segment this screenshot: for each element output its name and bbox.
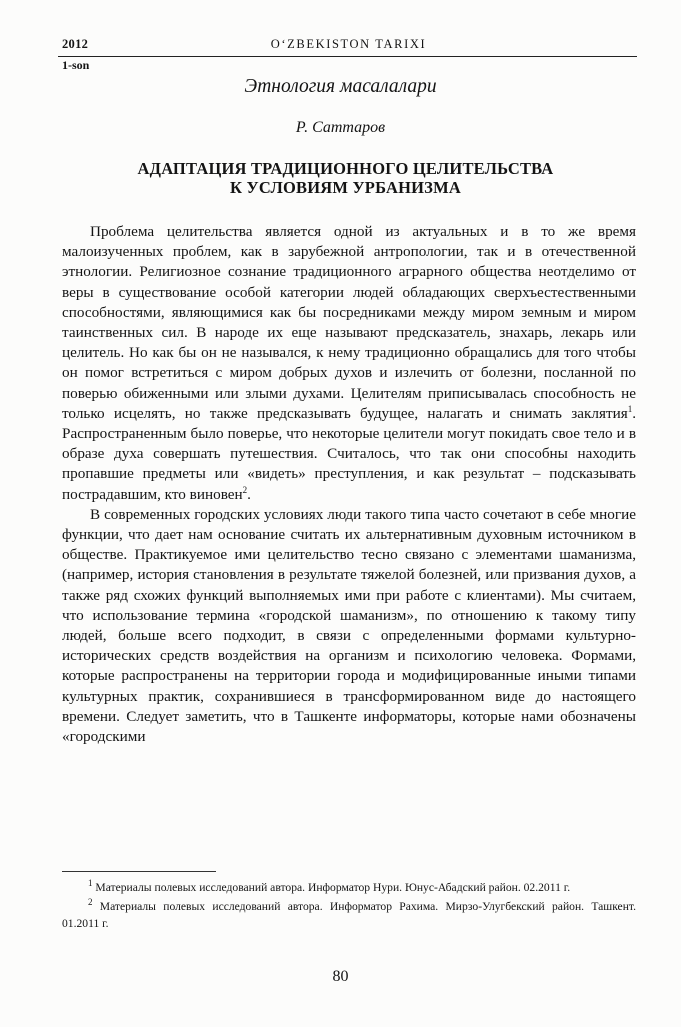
paragraph-text: Проблема целительства является одной из актуальных и в то же время малоизученных проблем, как в зарубежной антропологии, так и в отечественной этнологии. Религиозное сознание традиционного аграрного общества неотделимо от веры в существование особой категории людей обладающих сверхъестественными способностями, являющимися как бы посредниками между миром земным и миром таинственных сил. В народе их еще называют предсказатель, знахарь, лекарь или целитель. Но как бы он не назывался, к нему традиционно обращались для того чтобы он помог встретиться с миром добрых духов и излечить от болезни, посланной по поверью обиженными или злыми духами. Целителям приписывалась способность не только исцелять, но также предсказывать будущее, налагать и снимать заклятия xyxy=(62,223,636,422)
footnote-mark: 1 xyxy=(88,878,93,889)
paragraph-text: . xyxy=(247,485,251,503)
footnotes xyxy=(62,880,636,934)
paragraph-text: В современных городских условиях люди такого типа часто сочетают в себе многие функции, что дает нам основание считать их альтернативным духовным источником в обществе. Практикуемое ими целительство тесно связано с элементами шаманизма, (например, история становления в результате тяжелой болезней, или призвания духов, а также ряд схожих функций выполняемых ими при работе с клиентами). Мы считаем, что использование термина «городской шаманизм», по отношению к такому типу людей, больше всего подходит, в связи с определенными формами культурно-исторических средств воздействия на организм и психологию человека. Формами, которые распространены на территории города и модифицированные иными типами культурных практик, сохранившиеся в трансформированном виде до настоящего времени. Следует заметить, что в Ташкенте информаторы, которые нами обозначены «городскими xyxy=(62,505,636,746)
author-name: Р. Саттаров xyxy=(295,119,386,136)
article-title-line: АДАПТАЦИЯ ТРАДИЦИОННОГО ЦЕЛИТЕЛЬСТВА xyxy=(137,159,554,178)
footnote-mark: 2 xyxy=(88,896,93,907)
header-year: 2012 xyxy=(62,37,89,51)
page-number: 80 xyxy=(332,968,349,985)
article-title-line: К УСЛОВИЯМ УРБАНИЗМА xyxy=(230,178,461,197)
footnote-ref: 2 xyxy=(242,484,248,495)
section-heading: Этнология масалалари xyxy=(244,76,437,97)
article-title xyxy=(70,159,621,197)
paragraph-text: . Распространенным было поверье, что некоторые целители могут покидать свое тело и в образе духа совершать путешествия. Считалось, что так они способны находить пропавшие предметы или «видеть» преступления, и как результат – подсказывать пострадавшим, кто виновен xyxy=(62,404,636,503)
running-header xyxy=(62,37,635,54)
footnote xyxy=(62,880,636,897)
article-body xyxy=(62,222,636,747)
body-paragraph xyxy=(62,505,636,747)
footnote-text: Материалы полевых исследований автора. Информатор Рахима. Мирзо-Улугбекский район. Ташкент. 01.2011 г. xyxy=(62,899,636,930)
footnote-ref: 1 xyxy=(627,403,633,414)
header-rule xyxy=(58,56,637,57)
footnote-rule xyxy=(62,871,216,872)
header-issue: 1-son xyxy=(62,58,90,72)
body-paragraph xyxy=(62,222,636,505)
footnote xyxy=(62,896,636,933)
footnote-text: Материалы полевых исследований автора. Информатор Нури. Юнус-Абадский район. 02.2011 г. xyxy=(92,881,571,894)
header-journal-title: O‘ZBEKISTON TARIXI xyxy=(270,37,427,51)
